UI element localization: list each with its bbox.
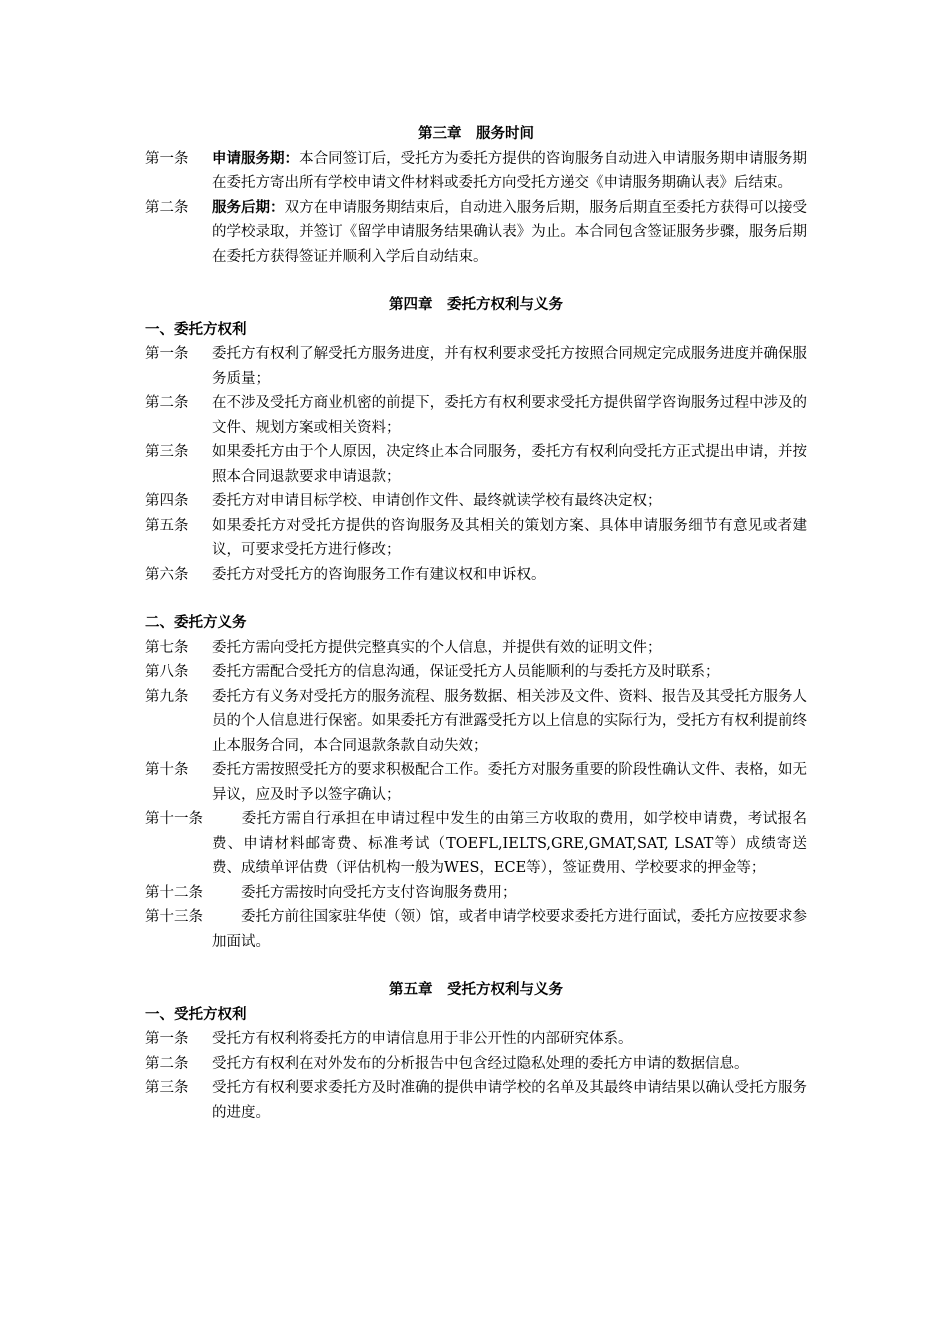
article-label: 第十一条 (145, 811, 203, 827)
article-label: 第四条 (145, 493, 189, 509)
article-label: 第一条 (145, 1031, 189, 1047)
article-lead: 申请服务期： (212, 149, 300, 167)
article-label: 第二条 (145, 199, 189, 216)
contract-page (145, 122, 807, 1125)
article (145, 563, 807, 588)
article (145, 636, 807, 661)
article-text: 委托方需按照受托方的要求积极配合工作。委托方对服务重要的阶段性确认文件、表格，如无异议，应及时予以签字确认； (212, 762, 807, 803)
article-text: 受托方有权利将委托方的申请信息用于非公开性的内部研究体系。 (212, 1031, 633, 1047)
article (145, 758, 807, 807)
article-label: 第八条 (145, 664, 189, 680)
article (145, 1076, 807, 1125)
chapter-title: 第五章 受托方权利与义务 (389, 981, 563, 998)
article (145, 391, 807, 440)
article-text: 如果委托方由于个人原因，决定终止本合同服务，委托方有权利向受托方正式提出申请，并按照本合同退款要求申请退款； (212, 444, 807, 485)
section-title: 一、受托方权利 (145, 1005, 247, 1023)
article-text: 委托方需按时向受托方支付咨询服务费用； (212, 884, 517, 901)
article (145, 807, 807, 881)
article-label: 第七条 (145, 639, 189, 656)
article (145, 342, 807, 391)
article-label: 第二条 (145, 1055, 189, 1072)
article-text: 委托方需向受托方提供完整真实的个人信息，并提供有效的证明文件； (212, 639, 662, 656)
article-label: 第九条 (145, 688, 189, 705)
article (145, 905, 807, 954)
article-text: 委托方前往国家驻华使（领）馆，或者申请学校要求委托方进行面试，委托方应按要求参加面试。 (212, 909, 807, 950)
article-label: 第十条 (145, 762, 189, 778)
article (145, 147, 807, 196)
article-label: 第一条 (145, 346, 189, 362)
article (145, 440, 807, 489)
article-label: 第五条 (145, 517, 189, 534)
article-text: 委托方对受托方的咨询服务工作有建议权和申诉权。 (212, 566, 546, 583)
article-label: 第三条 (145, 444, 189, 460)
article (145, 881, 807, 906)
article-label: 第一条 (145, 150, 189, 167)
article (145, 196, 807, 270)
section-title: 一、委托方权利 (145, 320, 247, 338)
article-text: 受托方有权利要求委托方及时准确的提供申请学校的名单及其最终申请结果以确认受托方服务的进度。 (212, 1080, 807, 1121)
article (145, 489, 807, 514)
article (145, 1027, 807, 1052)
article-text: 委托方有权利了解受托方服务进度，并有权利要求受托方按照合同规定完成服务进度并确保服务质量； (212, 346, 807, 387)
chapter-title: 第三章 服务时间 (418, 125, 534, 142)
chapter-title: 第四章 委托方权利与义务 (389, 296, 563, 313)
article-label: 第二条 (145, 395, 189, 411)
article (145, 514, 807, 563)
article-label: 第三条 (145, 1080, 189, 1096)
article-text: 委托方对申请目标学校、申请创作文件、最终就读学校有最终决定权； (212, 493, 662, 509)
article-text: 如果委托方对受托方提供的咨询服务及其相关的策划方案、具体申请服务细节有意见或者建议，可要求受托方进行修改； (212, 517, 807, 558)
article-body (212, 147, 807, 196)
article-body (212, 196, 807, 270)
article (145, 685, 807, 759)
section-title: 二、委托方义务 (145, 614, 247, 631)
article (145, 1052, 807, 1077)
article-text: 双方在申请服务期结束后，自动进入服务后期，服务后期直至委托方获得可以接受的学校录取，并签订《留学申请服务结果确认表》为止。本合同包含签证服务步骤，服务后期在委托方获得签证并顺利入学后自动结束。 (212, 199, 807, 265)
article-text: 在不涉及受托方商业机密的前提下，委托方有权利要求受托方提供留学咨询服务过程中涉及的文件、规划方案或相关资料； (212, 395, 807, 436)
article-lead: 服务后期： (212, 198, 285, 216)
article-label: 第十二条 (145, 884, 203, 901)
article (145, 660, 807, 685)
article-label: 第六条 (145, 566, 189, 583)
article-text: 委托方需自行承担在申请过程中发生的由第三方收取的费用，如学校申请费，考试报名费、申请材料邮寄费、标准考试（TOEFL,IELTS,GRE,GMAT,SAT, LSAT等）成绩寄送费、成绩单评估费（评估机构一般为WES，ECE等），签证费用、学校要求的押金等； (212, 811, 807, 876)
article-text: 委托方有义务对受托方的服务流程、服务数据、相关涉及文件、资料、报告及其受托方服务人员的个人信息进行保密。如果委托方有泄露受托方以上信息的实际行为，受托方有权利提前终止本服务合同，本合同退款条款自动失效； (212, 688, 807, 754)
article-label: 第十三条 (145, 909, 203, 925)
article-text: 受托方有权利在对外发布的分析报告中包含经过隐私处理的委托方申请的数据信息。 (212, 1055, 749, 1072)
article-text: 委托方需配合受托方的信息沟通，保证受托方人员能顺利的与委托方及时联系； (212, 664, 720, 680)
article-text: 本合同签订后，受托方为委托方提供的咨询服务自动进入申请服务期申请服务期在委托方寄出所有学校申请文件材料或委托方向受托方递交《申请服务期确认表》后结束。 (212, 150, 807, 191)
